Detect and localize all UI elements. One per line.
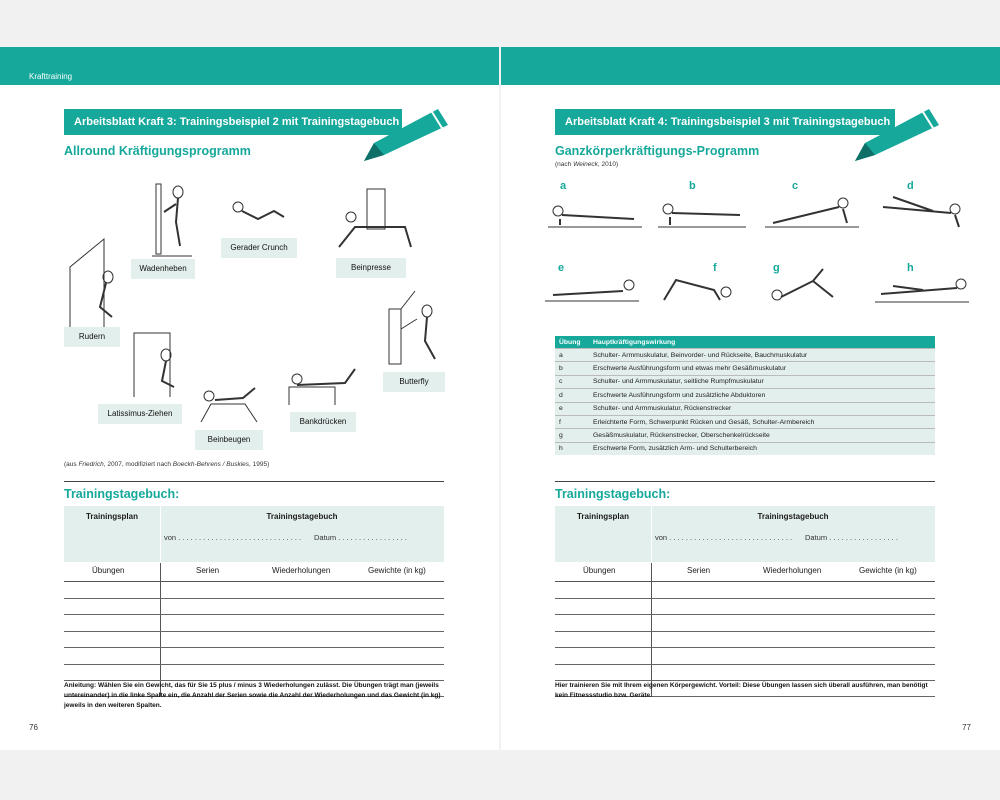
instruction-note: Anleitung: Wählen Sie ein Gewicht, das für Sie 15 plus / minus 3 Wiederholungen zulässt. Die Übungen trägt man (jeweils untereinander) in die linke Spalte ein, die Anzahl der Serien sowie die Anzahl der Wiederholungen und das Gewicht (in kg) jeweils in den weiteren Spalten. [64, 682, 441, 709]
exercise-letter-g: g [773, 262, 780, 274]
label-butterfly: Butterfly [383, 372, 445, 392]
row-letter: a [555, 349, 589, 362]
image-credit: (nach Weineck, 2010) [555, 161, 619, 168]
col-uebung: Übung [555, 336, 589, 349]
header-bar [501, 47, 1000, 85]
training-diary-table [555, 506, 935, 697]
page-left [0, 47, 499, 750]
diary-header [64, 506, 444, 562]
row-effect: Erschwerte Ausführungsform und zusätzliche Abduktoren [589, 389, 935, 402]
row-effect: Erschwerte Form, zusätzlich Arm- und Schulterbereich [589, 442, 935, 455]
diary-columns [64, 562, 444, 582]
datum-field: Datum . . . . . . . . . . . . . . . . . [314, 533, 407, 542]
table-row [555, 415, 935, 428]
table-row [555, 389, 935, 402]
trainingstagebuch-header: Trainingstagebuch [757, 512, 829, 521]
row-line [64, 664, 444, 665]
diary-body [555, 582, 935, 697]
crunch-illustration [228, 195, 293, 230]
label-latissimus-ziehen: Latissimus-Ziehen [98, 404, 182, 424]
side-plank-illustration [763, 187, 863, 232]
col-wiederholungen: Wiederholungen [763, 566, 822, 575]
worksheet-title: Arbeitsblatt Kraft 4: Trainingsbeispiel 3 mit Trainingstagebuch [555, 109, 895, 135]
column-separator [160, 563, 161, 697]
row-line [555, 614, 935, 615]
exercise-letter-b: b [689, 180, 696, 192]
trainingstagebuch-header: Trainingstagebuch [266, 512, 338, 521]
col-gewichte: Gewichte (in kg) [859, 566, 917, 575]
table-row [555, 362, 935, 375]
exercise-letter-h: h [907, 262, 914, 274]
plank-illustration [546, 197, 646, 232]
label-rudern: Rudern [64, 327, 120, 347]
reverse-plank-illustration [873, 272, 973, 307]
label-bankdruecken: Bankdrücken [290, 412, 356, 432]
table-row [555, 402, 935, 415]
table-header-row [555, 336, 935, 349]
prone-extension-illustration [543, 275, 643, 305]
rudern-illustration [60, 237, 120, 332]
trainingsplan-header: Trainingsplan [576, 512, 629, 521]
table-row [555, 349, 935, 362]
von-field: von . . . . . . . . . . . . . . . . . . . . . . . . . . . . . . [164, 533, 302, 542]
worksheet-title: Arbeitsblatt Kraft 3: Trainingsbeispiel 2 mit Trainingstagebuch [64, 109, 402, 135]
row-effect: Erleichterte Form, Schwerpunkt Rücken und Gesäß, Schulter-Armbereich [589, 415, 935, 428]
row-effect: Schulter- Armmuskulatur, Beinvorder- und Rückseite, Bauchmuskulatur [589, 349, 935, 362]
row-line [64, 598, 444, 599]
section-label: Krafttraining [29, 72, 73, 81]
row-letter: b [555, 362, 589, 375]
program-subtitle: Ganzkörperkräftigungs-Programm [555, 144, 760, 158]
von-field: von . . . . . . . . . . . . . . . . . . . . . . . . . . . . . . [655, 533, 793, 542]
column-separator [651, 563, 652, 697]
row-line [64, 614, 444, 615]
table-row [555, 429, 935, 442]
row-effect: Erschwerte Ausführungsform und etwas mehr Gesäßmuskulatur [589, 362, 935, 375]
diary-body [64, 582, 444, 697]
col-serien: Serien [196, 566, 220, 575]
col-wiederholungen: Wiederholungen [272, 566, 331, 575]
datum-field: Datum . . . . . . . . . . . . . . . . . [805, 533, 898, 542]
col-hauptkraeftigungswirkung: Hauptkräftigungswirkung [589, 336, 935, 349]
column-separator [651, 506, 652, 562]
divider [555, 481, 935, 482]
column-separator [160, 506, 161, 562]
training-diary-table [64, 506, 444, 697]
col-serien: Serien [687, 566, 711, 575]
diary-columns [555, 562, 935, 582]
row-effect: Gesäßmuskulatur, Rückenstrecker, Oberschenkelrückseite [589, 429, 935, 442]
page-right [501, 47, 1000, 750]
row-letter: g [555, 429, 589, 442]
bridge-illustration [654, 272, 739, 307]
exercise-letter-d: d [907, 180, 914, 192]
row-letter: h [555, 442, 589, 455]
row-effect: Schulter- und Armmuskulatur, Rückenstrecker [589, 402, 935, 415]
page-number: 77 [962, 723, 971, 732]
program-subtitle: Allround Kräftigungsprogramm [64, 144, 251, 158]
instruction-note: Hier trainieren Sie mit Ihrem eigenen Körpergewicht. Vorteil: Diese Übungen lassen sich überall ausführen, man benötigt kein Fitnessstudio bzw. Geräte. [555, 682, 928, 699]
pencil-icon [362, 103, 452, 163]
pencil-icon [853, 103, 943, 163]
label-gerader-crunch: Gerader Crunch [221, 238, 297, 258]
row-line [555, 631, 935, 632]
row-letter: d [555, 389, 589, 402]
bankdruecken-illustration [285, 365, 365, 410]
divider [64, 481, 444, 482]
header-bar [0, 47, 499, 85]
diary-header [555, 506, 935, 562]
page-number: 76 [29, 723, 38, 732]
wadenheben-illustration [150, 182, 195, 262]
row-line [64, 647, 444, 648]
table-row [555, 375, 935, 388]
col-uebungen: Übungen [92, 566, 125, 575]
butterfly-illustration [385, 289, 440, 369]
side-plank-leg-illustration [873, 187, 973, 232]
exercise-letter-f: f [713, 262, 717, 274]
latzug-illustration [128, 325, 183, 400]
col-uebungen: Übungen [583, 566, 616, 575]
label-beinpresse: Beinpresse [336, 258, 406, 278]
single-leg-bridge-illustration [763, 267, 863, 307]
image-credit: (aus Friedrich, 2007, modifiziert nach Boeckh-Behrens / Buskies, 1995) [64, 461, 270, 468]
exercise-letter-a: a [560, 180, 567, 192]
row-letter: e [555, 402, 589, 415]
row-line [64, 631, 444, 632]
exercise-letter-e: e [558, 262, 565, 274]
row-letter: f [555, 415, 589, 428]
diary-title: Trainingstagebuch: [64, 487, 180, 501]
row-line [555, 647, 935, 648]
table-row [555, 442, 935, 455]
plank-raised-illustration [656, 197, 751, 232]
beinbeugen-illustration [195, 382, 265, 427]
beinpresse-illustration [335, 187, 415, 252]
trainingsplan-header: Trainingsplan [85, 512, 138, 521]
exercise-effect-table [555, 336, 935, 455]
diary-title: Trainingstagebuch: [555, 487, 671, 501]
col-gewichte: Gewichte (in kg) [368, 566, 426, 575]
row-line [555, 598, 935, 599]
label-wadenheben: Wadenheben [131, 259, 195, 279]
label-beinbeugen: Beinbeugen [195, 430, 263, 450]
exercise-letter-c: c [792, 180, 799, 192]
row-letter: c [555, 375, 589, 388]
row-effect: Schulter- und Armmuskulatur, seitliche Rumpfmuskulatur [589, 375, 935, 388]
row-line [555, 664, 935, 665]
